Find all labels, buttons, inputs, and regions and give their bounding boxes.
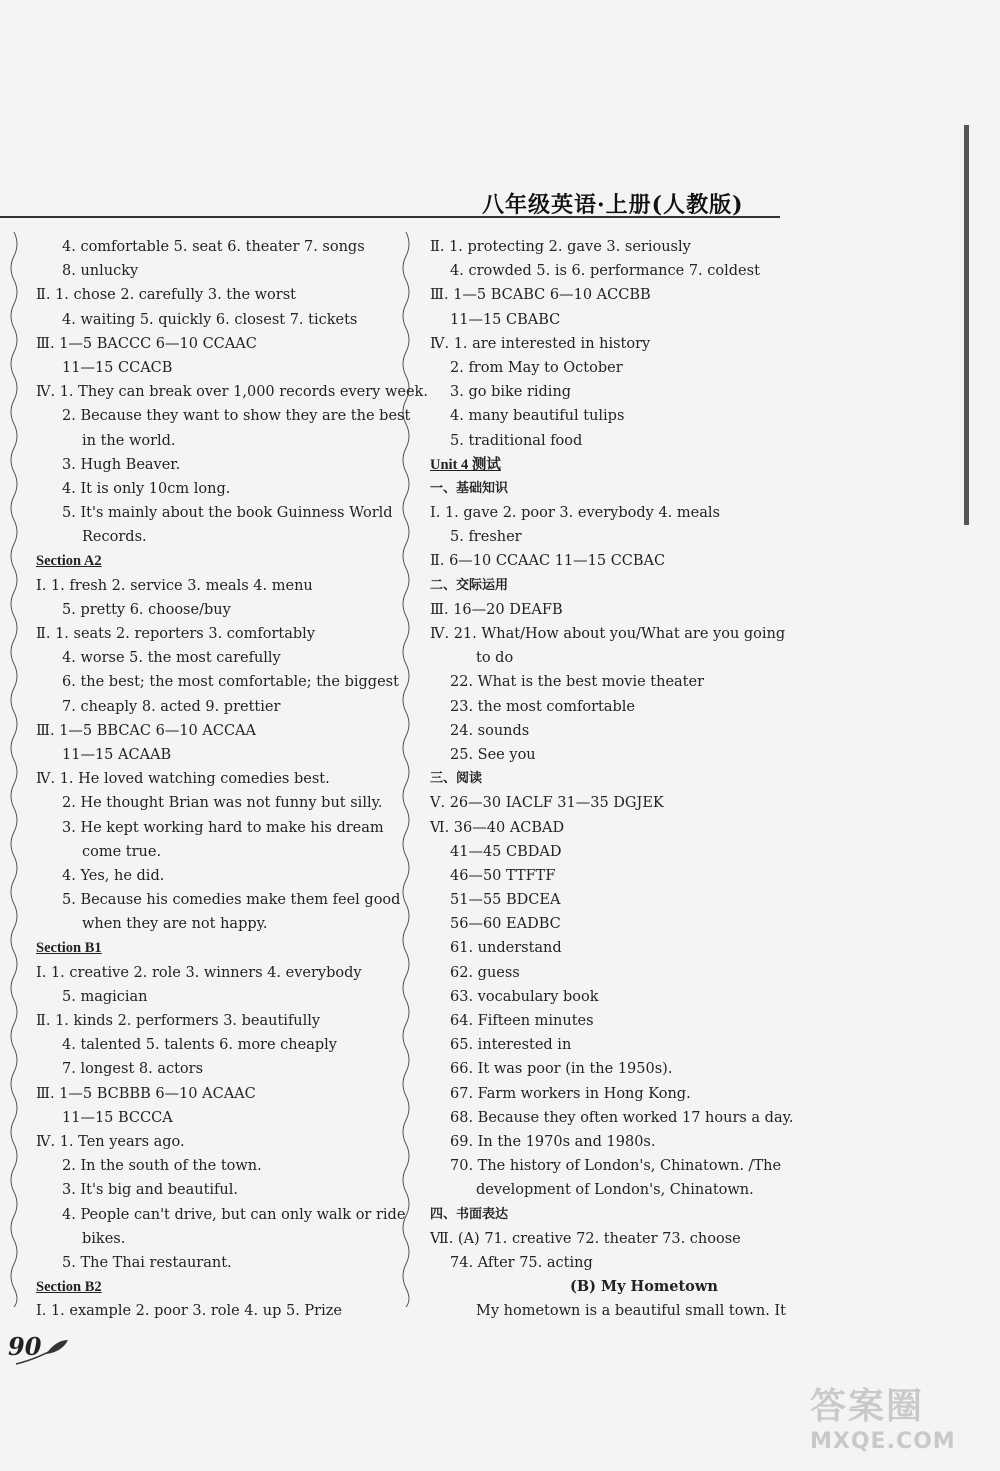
answer-line: Ⅳ. 1. He loved watching comedies best.: [36, 771, 330, 788]
answer-line: 4. crowded 5. is 6. performance 7. coldest: [450, 263, 760, 280]
answer-line: 2. He thought Brian was not funny but silly.: [62, 795, 383, 812]
watermark-logo: [810, 1385, 990, 1467]
answer-line: 65. interested in: [450, 1037, 572, 1054]
page-header-title: 八年级英语·上册(人教版): [482, 192, 744, 218]
answer-line: 7. cheaply 8. acted 9. prettier: [62, 698, 281, 715]
answer-line: 11—15 CCACB: [62, 359, 173, 376]
answer-line: 61. understand: [450, 940, 562, 957]
answer-line: 56—60 EADBC: [450, 916, 561, 933]
answer-line: 70. The history of London's, Chinatown. /The: [450, 1158, 782, 1175]
answer-line: 8. unlucky: [62, 263, 139, 280]
answer-line: 4. worse 5. the most carefully: [62, 650, 281, 667]
answer-line: when they are not happy.: [82, 916, 268, 933]
answer-line: (B) My Hometown: [570, 1278, 718, 1296]
answer-line: 74. After 75. acting: [450, 1254, 593, 1271]
answer-line: Records.: [82, 529, 147, 546]
answer-line: 25. See you: [450, 746, 536, 763]
answer-line: 5. fresher: [450, 529, 522, 546]
right-answer-column: [430, 235, 794, 1323]
answer-line: 66. It was poor (in the 1950s).: [450, 1061, 673, 1078]
answer-line: 4. It is only 10cm long.: [62, 480, 231, 497]
answer-line: Ⅳ. 21. What/How about you/What are you going: [430, 626, 786, 642]
answer-line: 5. It's mainly about the book Guinness World: [62, 505, 393, 522]
answer-line: 5. magician: [62, 988, 148, 1005]
answer-line: 3. It's big and beautiful.: [62, 1182, 238, 1199]
answer-line: 7. longest 8. actors: [62, 1061, 204, 1078]
answer-line: Ⅲ. 1—5 BBCAC 6—10 ACCAA: [36, 722, 256, 739]
section-heading: Section B1: [36, 940, 102, 957]
section-heading: 一、基础知识: [430, 480, 509, 496]
answer-line: Ⅴ. 26—30 IACLF 31—35 DGJEK: [430, 795, 664, 812]
answer-line: Ⅱ. 1. kinds 2. performers 3. beautifully: [36, 1013, 321, 1029]
binding-edge: [964, 125, 969, 525]
page-number: 90: [8, 1332, 42, 1361]
header-rule: [0, 216, 780, 218]
answer-line: 6. the best; the most comfortable; the biggest: [62, 674, 399, 691]
answer-line: 5. pretty 6. choose/buy: [62, 601, 231, 618]
answer-line: Ⅳ. 1. They can break over 1,000 records every week.: [36, 384, 428, 401]
answer-line: 4. Yes, he did.: [62, 867, 165, 884]
answer-line: 69. In the 1970s and 1980s.: [450, 1133, 656, 1150]
answer-line: 2. Because they want to show they are the best: [62, 408, 411, 425]
answer-line: Ⅳ. 1. Ten years ago.: [36, 1133, 185, 1150]
answer-line: 62. guess: [450, 964, 520, 981]
answer-line: 5. Because his comedies make them feel good: [62, 892, 401, 909]
answer-line: My hometown is a beautiful small town. It: [476, 1303, 786, 1320]
answer-line: 4. waiting 5. quickly 6. closest 7. tickets: [62, 311, 358, 328]
answer-line: come true.: [82, 843, 162, 860]
answer-line: 4. People can't drive, but can only walk or ride: [62, 1206, 406, 1223]
answer-line: Ⅲ. 1—5 BACCC 6—10 CCAAC: [36, 335, 257, 352]
watermark-line-1: 答案圈: [810, 1386, 925, 1427]
section-heading: Section B2: [36, 1279, 102, 1296]
section-heading: 三、阅读: [430, 771, 483, 787]
answer-line: 11—15 CBABC: [450, 311, 561, 328]
answer-line: 46—50 TTFTF: [450, 867, 556, 884]
answer-line: Ⅱ. 1. seats 2. reporters 3. comfortably: [36, 626, 316, 642]
answer-line: Ⅱ. 6—10 CCAAC 11—15 CCBAC: [430, 553, 666, 570]
answer-line: Ⅵ. 36—40 ACBAD: [430, 819, 565, 836]
answer-line: 24. sounds: [450, 722, 530, 739]
answer-line: 51—55 BDCEA: [450, 892, 561, 909]
answer-line: to do: [476, 650, 514, 667]
answer-line: bikes.: [82, 1230, 126, 1247]
answer-line: Ⅳ. 1. are interested in history: [430, 335, 651, 352]
answer-line: 22. What is the best movie theater: [450, 674, 705, 691]
answer-line: 3. Hugh Beaver.: [62, 456, 181, 473]
answer-line: Ⅰ. 1. fresh 2. service 3. meals 4. menu: [36, 577, 313, 594]
answer-line: Ⅱ. 1. protecting 2. gave 3. seriously: [430, 239, 691, 255]
answer-line: 2. In the south of the town.: [62, 1158, 262, 1175]
answer-line: 63. vocabulary book: [450, 988, 599, 1005]
section-heading: 四、书面表达: [430, 1206, 509, 1222]
section-heading: Section A2: [36, 553, 102, 570]
answer-line: 5. traditional food: [450, 432, 583, 449]
left-answer-column: [36, 235, 428, 1323]
answer-line: 4. talented 5. talents 6. more cheaply: [62, 1037, 337, 1054]
section-heading: Unit 4 测试: [430, 456, 501, 473]
answer-line: Ⅲ. 1—5 BCBBB 6—10 ACAAC: [36, 1085, 256, 1102]
answer-line: 4. comfortable 5. seat 6. theater 7. songs: [62, 239, 365, 255]
answer-line: 67. Farm workers in Hong Kong.: [450, 1085, 691, 1102]
left-wavy-border: [8, 232, 20, 1307]
answer-line: Ⅰ. 1. example 2. poor 3. role 4. up 5. Prize: [36, 1303, 342, 1320]
answer-line: Ⅱ. 1. chose 2. carefully 3. the worst: [36, 287, 296, 304]
answer-line: Ⅰ. 1. gave 2. poor 3. everybody 4. meals: [430, 505, 720, 522]
answer-line: 11—15 ACAAB: [62, 746, 172, 763]
answer-line: development of London's, Chinatown.: [476, 1182, 754, 1199]
answer-line: 68. Because they often worked 17 hours a day.: [450, 1109, 794, 1126]
answer-line: 23. the most comfortable: [450, 698, 635, 715]
answer-line: Ⅲ. 1—5 BCABC 6—10 ACCBB: [430, 287, 651, 304]
answer-line: Ⅶ. (A) 71. creative 72. theater 73. choose: [430, 1230, 741, 1247]
answer-line: 5. The Thai restaurant.: [62, 1254, 232, 1271]
watermark-line-2: MXQE.COM: [810, 1429, 956, 1454]
answer-line: Ⅰ. 1. creative 2. role 3. winners 4. everybody: [36, 964, 362, 981]
answer-line: Ⅲ. 16—20 DEAFB: [430, 601, 563, 618]
answer-line: 41—45 CBDAD: [450, 843, 562, 860]
answer-line: 64. Fifteen minutes: [450, 1013, 594, 1029]
section-heading: 二、交际运用: [430, 577, 509, 593]
answer-line: 3. go bike riding: [450, 384, 572, 401]
answer-line: 3. He kept working hard to make his dream: [62, 819, 384, 836]
answer-line: 4. many beautiful tulips: [450, 408, 625, 425]
answer-line: 2. from May to October: [450, 359, 623, 376]
answer-line: in the world.: [82, 432, 176, 449]
answer-line: 11—15 BCCCA: [62, 1109, 173, 1126]
